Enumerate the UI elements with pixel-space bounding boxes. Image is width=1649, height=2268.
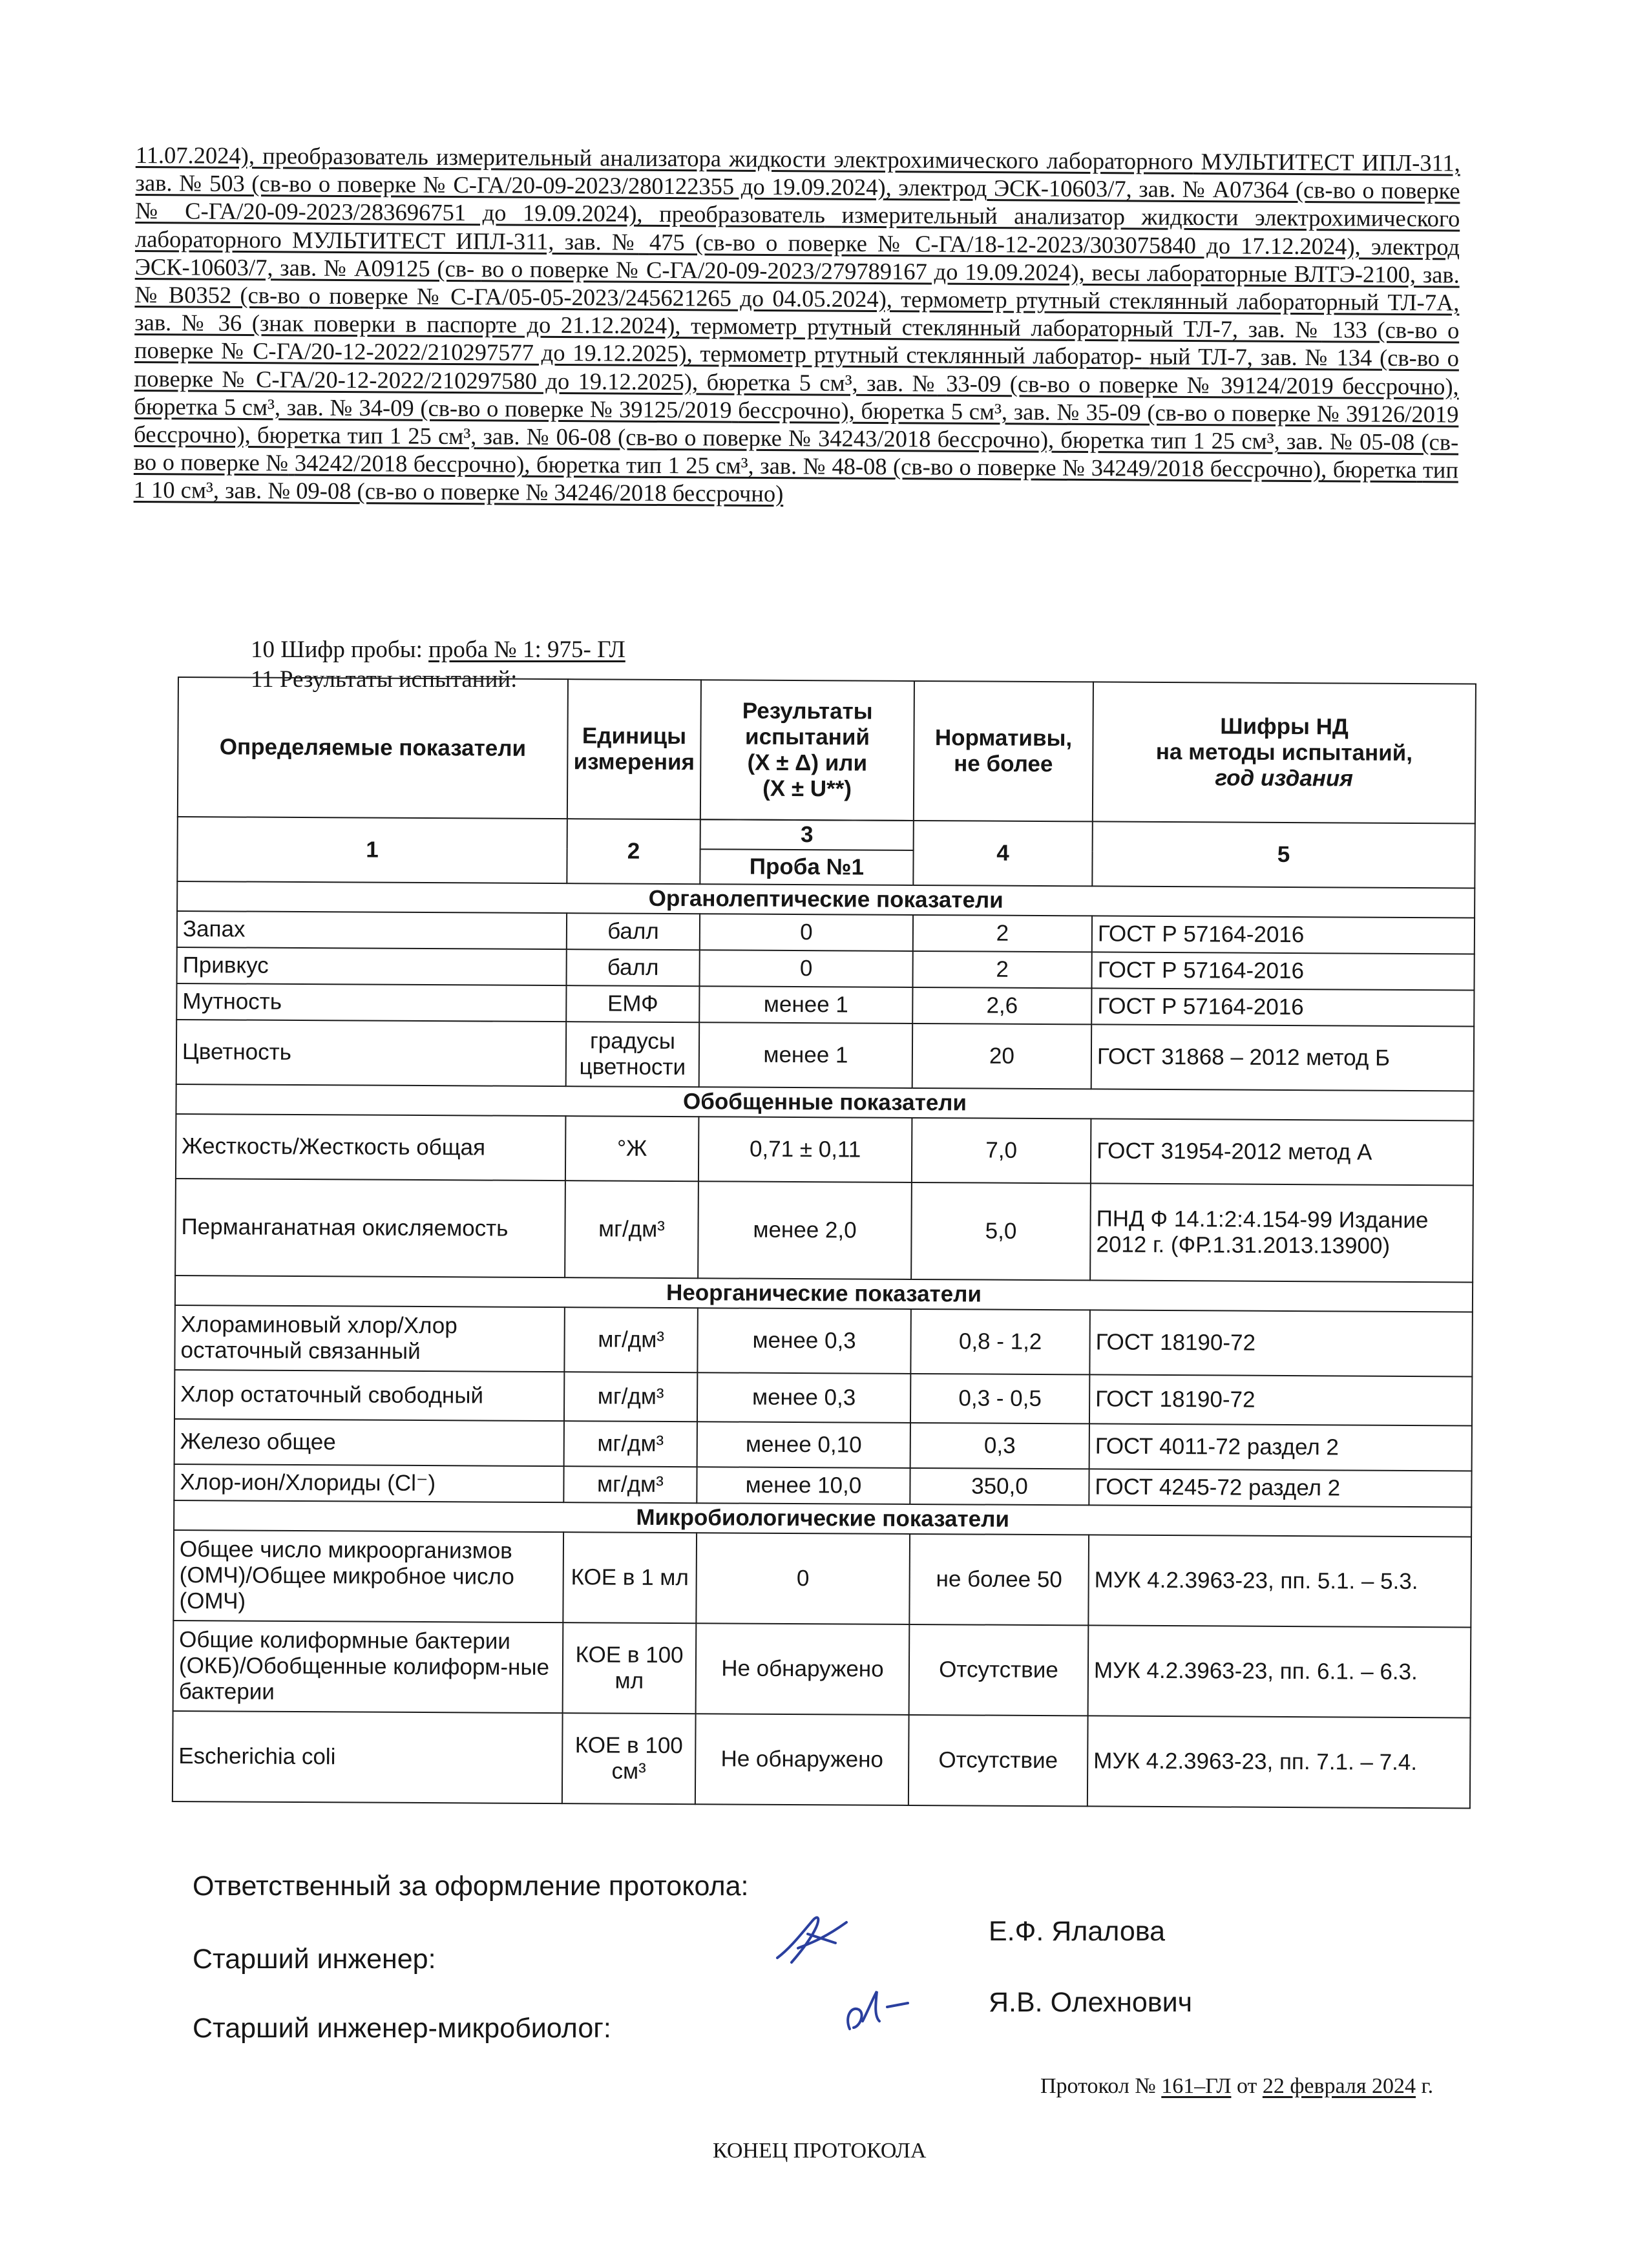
result: менее 10,0 [697, 1467, 910, 1504]
indicator-name: Цветность [176, 1020, 567, 1086]
unit: балл [567, 949, 700, 986]
unit: КОЕ в 100 мл [563, 1622, 697, 1714]
protocol-prefix: Протокол № [1040, 2074, 1162, 2098]
indicator-name: Мутность [176, 983, 566, 1022]
method: ПНД Ф 14.1:2:4.154-99 Издание 2012 г. (ФР.1.31.2013.13900) [1090, 1183, 1473, 1282]
method: ГОСТ 4011-72 раздел 2 [1089, 1423, 1472, 1471]
norm: 0,8 - 1,2 [910, 1309, 1090, 1374]
col-number: 2 [567, 819, 700, 884]
method: ГОСТ 4245-72 раздел 2 [1089, 1469, 1471, 1507]
col-number: 5 [1092, 821, 1475, 888]
sample-code-value: проба № 1: 975- ГЛ [428, 636, 625, 663]
result: Не обнаружено [695, 1714, 909, 1805]
header-results-line: (X ± U**) [762, 775, 852, 802]
norm: 350,0 [910, 1468, 1089, 1505]
result: 0 [700, 914, 913, 951]
indicator-name: Общие колиформные бактерии (ОКБ)/Обобщенные колиформ-ные бактерии [173, 1621, 563, 1713]
para-line: во о поверке № С-ГА/20-09-2023/279789167 до 19.09.2024), весы лабораторные ВЛТЭ-2100, зав. № В0352 (св-во [134, 255, 1460, 309]
method: ГОСТ 18190-72 [1089, 1310, 1473, 1376]
name-senior-microbiologist: Я.В. Олехнович [989, 1987, 1193, 2018]
header-methods-line: на методы испытаний, [1155, 739, 1413, 766]
norm: 2 [913, 915, 1092, 952]
result: 0 [700, 950, 913, 987]
indicator-name: Хлор-ион/Хлориды (Cl⁻) [174, 1464, 563, 1502]
unit: КОЕ в 100 см³ [562, 1713, 696, 1804]
para-line: 34242/2018 бессрочно), бюретка тип 1 25 см³, зав. № 48-08 (св-во о поверке № 34249/2018 бессрочно), бюретка [294, 449, 1417, 483]
signature-engineer [772, 1903, 856, 1974]
para-line: ЭСК-10603/7, зав. № А07364 (св-во о поверке № С-ГА/20-09-2023/283696751 до 19.09.2024), преобразователь [135, 174, 1460, 228]
result: 0,71 ± 0,11 [698, 1117, 912, 1182]
method: ГОСТ 31954-2012 метод А [1091, 1118, 1474, 1185]
indicator-name: Запах [177, 911, 567, 949]
results-title: 11 Результаты испытаний: [251, 666, 518, 693]
method: ГОСТ Р 57164-2016 [1091, 952, 1474, 990]
header-results-line: Результаты испытаний [742, 698, 873, 750]
unit: балл [567, 913, 700, 950]
result: менее 0,3 [697, 1372, 910, 1423]
unit: °Ж [565, 1116, 699, 1181]
unit: КОЕ в 1 мл [563, 1532, 697, 1623]
norm: не более 50 [909, 1534, 1089, 1625]
header-results-line: (X ± Δ) или [747, 750, 868, 776]
para-line: МУЛЬТИТЕСТ ИПЛ-311, зав. № 503 (св-во о поверке № С-ГА/20-09-2023/280122355 до 19.09.2024), электрод [135, 148, 1460, 202]
para-line: тип 1 10 см³, зав. № 09-08 (св-во о поверке № 34246/2018 бессрочно) [133, 456, 1459, 507]
sample-column-header: Проба №1 [700, 849, 913, 885]
para-line: бессрочно), бюретка 5 см³, зав. № 35-09 (св-во о поверке № 39126/2019 бессрочно), бюретка тип 1 25 см³, [134, 396, 1459, 450]
indicator-name: Хлор остаточный свободный [174, 1370, 564, 1421]
result: менее 2,0 [698, 1181, 912, 1279]
header-methods-line [1098, 764, 1469, 792]
para-line: ный ТЛ-7, зав. № 134 (св-во о поверке № С-ГА/20-12-2022/210297580 до 19.12.2025), бюретка 5 см³, зав. № [134, 343, 1460, 397]
header-norms: Нормативы, не более [914, 681, 1093, 821]
indicator-name: Железо общее [174, 1419, 564, 1466]
responsible-label: Ответственный за оформление протокола: [193, 1871, 749, 1902]
role-senior-microbiologist: Старший инженер-микробиолог: [193, 2013, 611, 2044]
para-line: зав. № 36 (знак поверки в паспорте до 21.12.2024), термометр ртутный стеклянный лабораторный ТЛ-7, зав. № [134, 309, 1322, 343]
result: менее 0,10 [697, 1422, 910, 1468]
col-number: 4 [913, 821, 1093, 886]
norm: 20 [912, 1024, 1092, 1089]
indicator-name: Escherichia coli [173, 1711, 563, 1803]
method: МУК 4.2.3963-23, пп. 5.1. – 5.3. [1088, 1535, 1471, 1627]
norm: Отсутствие [909, 1624, 1089, 1716]
unit: мг/дм³ [564, 1421, 697, 1467]
protocol-suffix: г. [1416, 2074, 1434, 2098]
protocol-reference [1040, 2074, 1433, 2099]
norm: 5,0 [911, 1182, 1091, 1280]
section-title: Обобщенные показатели [176, 1084, 1473, 1121]
sample-code-label: 10 Шифр пробы: [251, 636, 429, 663]
header-methods-line: Шифры НД [1220, 713, 1349, 740]
norm: Отсутствие [909, 1715, 1088, 1806]
indicator-name: Перманганатная окисляемость [175, 1179, 565, 1277]
method: ГОСТ Р 57164-2016 [1091, 988, 1474, 1026]
unit: мг/дм³ [565, 1181, 698, 1278]
norm: 0,3 - 0,5 [910, 1374, 1089, 1423]
header-results [700, 680, 914, 821]
unit: мг/дм³ [564, 1372, 697, 1422]
result: менее 0,3 [697, 1308, 911, 1374]
indicator-name: Жесткость/Жесткость общая [176, 1114, 566, 1181]
indicator-name: Хлораминовый хлор/Хлор остаточный связанный [174, 1305, 565, 1372]
indicator-name: Общее число микроорганизмов (ОМЧ)/Общее микробное число (ОМЧ) [173, 1530, 563, 1622]
header-indicator: Определяемые показатели [178, 677, 568, 819]
signature-microbiologist [837, 1984, 921, 2042]
norm: 2 [912, 951, 1091, 988]
method: ГОСТ 18190-72 [1089, 1374, 1472, 1425]
col-number: 1 [177, 817, 567, 883]
unit: градусы цветности [566, 1022, 700, 1087]
para-line: 133 (св-во о поверке № С-ГА/20-12-2022/210297577 до 19.12.2025), термометр ртутный стеклянный лаборатор- [134, 316, 1460, 370]
method: ГОСТ Р 57164-2016 [1092, 916, 1475, 954]
para-line: 33-09 (св-во о поверке № 39124/2019 бессрочно), бюретка 5 см³, зав. № 34-09 (св-во о поверке № 39125/2019 [134, 370, 1459, 423]
header-methods [1093, 682, 1476, 823]
end-of-protocol: КОНЕЦ ПРОТОКОЛА [713, 2139, 927, 2163]
result: Не обнаружено [696, 1623, 910, 1715]
method: МУК 4.2.3963-23, пп. 7.1. – 7.4. [1087, 1716, 1471, 1808]
para-line: о поверке № С-ГА/05-05-2023/245621265 до 04.05.2024), термометр ртутный стеклянный лабораторный ТЛ-7А, [308, 282, 1460, 316]
unit: мг/дм³ [563, 1466, 697, 1503]
protocol-number: 161–ГЛ [1161, 2074, 1232, 2098]
para-line: зав. № 06-08 (св-во о поверке № 34243/2018 бессрочно), бюретка тип 1 25 см³, зав. № 05-08 (св-во о поверке № [133, 423, 1459, 476]
protocol-date: 22 февраля 2024 [1262, 2074, 1416, 2098]
section-title: Микробиологические показатели [174, 1500, 1471, 1537]
result: 0 [696, 1533, 910, 1624]
result: менее 1 [699, 986, 912, 1024]
method: МУК 4.2.3963-23, пп. 6.1. – 6.3. [1088, 1625, 1471, 1717]
header-methods-year: год издания [1215, 765, 1354, 792]
section-title: Органолептические показатели [177, 881, 1475, 918]
indicator-name: Привкус [177, 947, 567, 985]
method: ГОСТ 31868 – 2012 метод Б [1091, 1024, 1475, 1091]
para-line: 475 (св-во о поверке № С-ГА/18-12-2023/303075840 до 17.12.2024), электрод ЭСК-10603/7, зав. № А09125 (св- [134, 228, 1460, 282]
sample-code-line [251, 636, 625, 664]
norm: 0,3 [910, 1423, 1089, 1469]
result: менее 1 [699, 1022, 913, 1088]
norm: 2,6 [912, 987, 1091, 1024]
col-number: 3 [700, 819, 914, 850]
role-senior-engineer: Старший инженер: [193, 1944, 436, 1975]
name-senior-engineer: Е.Ф. Ялалова [989, 1916, 1166, 1947]
unit: мг/дм³ [564, 1307, 698, 1372]
protocol-mid: от [1231, 2074, 1263, 2098]
norm: 7,0 [912, 1118, 1091, 1183]
results-table [172, 677, 1476, 1809]
header-units: Единицы измерения [567, 679, 701, 819]
equipment-paragraph [134, 141, 1460, 512]
section-title: Неорганические показатели [175, 1276, 1473, 1312]
para-line: измерительный анализатор жидкости электрохимического лабораторного МУЛЬТИТЕСТ ИПЛ-311, зав. № [134, 202, 1460, 255]
unit: ЕМФ [566, 985, 699, 1022]
para-line: 11.07.2024), преобразователь измерительный анализатора жидкости электрохимического лабораторного [135, 141, 1193, 174]
